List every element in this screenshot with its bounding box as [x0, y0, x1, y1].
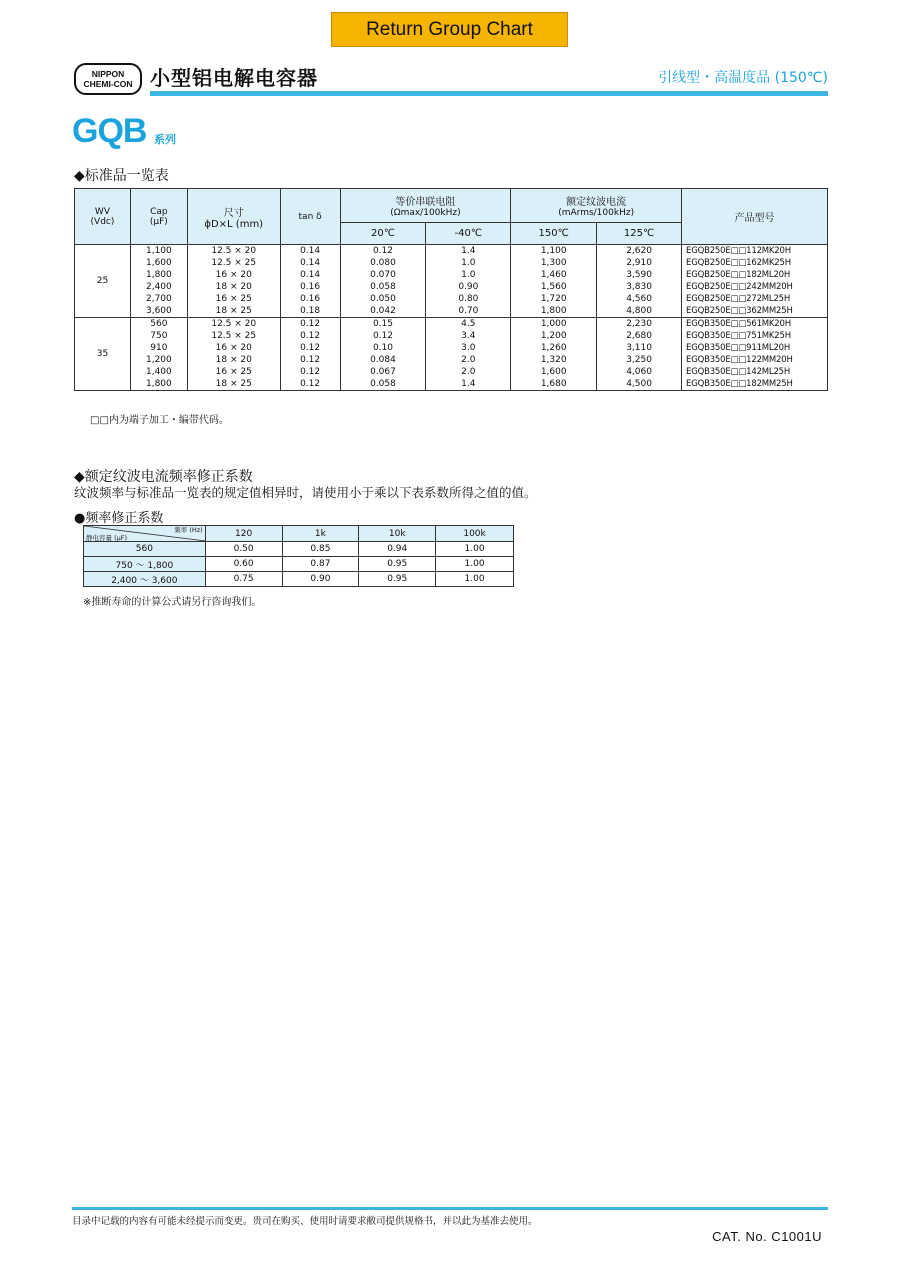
freq-header-cell: 120	[205, 526, 282, 542]
table-row	[75, 293, 828, 305]
part-cell: EGQB350E□□142ML25H	[682, 366, 828, 378]
esrm40-cell: 2.0	[426, 354, 511, 366]
terminal-code-note: □□内为端子加工・编带代码。	[90, 415, 229, 426]
table-row	[84, 572, 514, 587]
tan-cell: 0.14	[280, 269, 340, 281]
factor-cell: 0.75	[205, 572, 282, 587]
r150-cell: 1,680	[511, 378, 597, 391]
esr20-cell: 0.080	[340, 257, 426, 269]
header-ripple: 额定纹波电流 (mArms/100kHz)	[511, 189, 682, 223]
esrm40-cell: 1.0	[426, 257, 511, 269]
page-subtitle: 引线型・高温度品 (150℃)	[658, 70, 828, 86]
size-cell: 16 × 20	[187, 342, 280, 354]
series-suffix: 系列	[154, 133, 176, 146]
tan-cell: 0.16	[280, 293, 340, 305]
factor-cell: 0.87	[282, 557, 359, 572]
return-group-chart-button[interactable]: Return Group Chart	[331, 12, 568, 47]
esrm40-cell: 3.4	[426, 330, 511, 342]
standard-list-title: ◆标准品一览表	[74, 168, 169, 184]
size-cell: 16 × 25	[187, 366, 280, 378]
esrm40-cell: 3.0	[426, 342, 511, 354]
freq-correction-title: ◆额定纹波电流频率修正系数	[74, 469, 253, 485]
tan-cell: 0.12	[280, 378, 340, 391]
size-cell: 18 × 20	[187, 281, 280, 293]
part-cell: EGQB350E□□182MM25H	[682, 378, 828, 391]
freq-header-cell: 1k	[282, 526, 359, 542]
esrm40-cell: 0.80	[426, 293, 511, 305]
r125-cell: 3,830	[597, 281, 682, 293]
r150-cell: 1,320	[511, 354, 597, 366]
esr20-cell: 0.058	[340, 378, 426, 391]
esrm40-cell: 2.0	[426, 366, 511, 378]
r150-cell: 1,100	[511, 245, 597, 258]
factor-cell: 0.95	[359, 572, 436, 587]
series-name: GQB	[72, 112, 147, 150]
cap-cell: 2,700	[130, 293, 187, 305]
catalog-number: CAT. No. C1001U	[712, 1229, 822, 1244]
esr20-cell: 0.12	[340, 245, 426, 258]
logo-line1: NIPPON	[91, 69, 125, 79]
table-row	[75, 366, 828, 378]
factor-cell: 0.95	[359, 557, 436, 572]
esr20-cell: 0.042	[340, 305, 426, 318]
esrm40-cell: 0.90	[426, 281, 511, 293]
r150-cell: 1,260	[511, 342, 597, 354]
r150-cell: 1,600	[511, 366, 597, 378]
part-cell: EGQB350E□□751MK25H	[682, 330, 828, 342]
r125-cell: 4,060	[597, 366, 682, 378]
r125-cell: 2,680	[597, 330, 682, 342]
size-cell: 12.5 × 20	[187, 318, 280, 331]
r125-cell: 2,620	[597, 245, 682, 258]
cap-range-cell: 2,400 〜 3,600	[84, 572, 206, 587]
table-row	[75, 257, 828, 269]
page-title: 小型铝电解电容器	[150, 66, 318, 90]
esr20-cell: 0.12	[340, 330, 426, 342]
factor-cell: 0.60	[205, 557, 282, 572]
part-cell: EGQB250E□□162MK25H	[682, 257, 828, 269]
part-cell: EGQB250E□□272ML25H	[682, 293, 828, 305]
esrm40-cell: 1.4	[426, 245, 511, 258]
r125-cell: 2,230	[597, 318, 682, 331]
cap-cell: 1,800	[130, 269, 187, 281]
factor-cell: 0.90	[282, 572, 359, 587]
wv-cell: 35	[75, 318, 131, 391]
table-row	[75, 281, 828, 293]
header-part-number: 产品型号	[682, 189, 828, 245]
tan-cell: 0.12	[280, 342, 340, 354]
cap-cell: 1,200	[130, 354, 187, 366]
freq-table-corner	[84, 526, 206, 542]
r125-cell: 3,250	[597, 354, 682, 366]
header-esr: 等价串联电阻 (Ωmax/100kHz)	[340, 189, 511, 223]
header-divider	[150, 91, 828, 96]
header-esr-m40c: -40℃	[426, 223, 511, 245]
esr20-cell: 0.067	[340, 366, 426, 378]
table-row	[84, 557, 514, 572]
table-row	[84, 542, 514, 557]
size-cell: 18 × 25	[187, 378, 280, 391]
header-cap: Cap (μF)	[130, 189, 187, 245]
r150-cell: 1,800	[511, 305, 597, 318]
factor-cell: 1.00	[436, 572, 514, 587]
freq-header-cell: 10k	[359, 526, 436, 542]
r150-cell: 1,460	[511, 269, 597, 281]
header-size: 尺寸 ϕD×L (mm)	[187, 189, 280, 245]
freq-header-cell: 100k	[436, 526, 514, 542]
factor-cell: 1.00	[436, 557, 514, 572]
cap-cell: 560	[130, 318, 187, 331]
corner-freq-label: 频率 (Hz)	[174, 526, 203, 534]
r125-cell: 4,800	[597, 305, 682, 318]
table-row	[75, 330, 828, 342]
factor-cell: 1.00	[436, 542, 514, 557]
tan-cell: 0.16	[280, 281, 340, 293]
factor-cell: 0.94	[359, 542, 436, 557]
corner-cap-label: 静电容量 (μF)	[86, 534, 128, 541]
part-cell: EGQB250E□□112MK20H	[682, 245, 828, 258]
size-cell: 12.5 × 25	[187, 330, 280, 342]
size-cell: 18 × 20	[187, 354, 280, 366]
r150-cell: 1,300	[511, 257, 597, 269]
header-esr-20c: 20℃	[340, 223, 426, 245]
r150-cell: 1,560	[511, 281, 597, 293]
header-ripple-150c: 150℃	[511, 223, 597, 245]
table-row	[75, 378, 828, 391]
factor-cell: 0.85	[282, 542, 359, 557]
cap-cell: 3,600	[130, 305, 187, 318]
r125-cell: 3,590	[597, 269, 682, 281]
table-row	[75, 305, 828, 318]
table-row	[75, 354, 828, 366]
cap-cell: 1,100	[130, 245, 187, 258]
table-row	[75, 269, 828, 281]
esr20-cell: 0.10	[340, 342, 426, 354]
r150-cell: 1,720	[511, 293, 597, 305]
freq-factor-subtitle: ●频率修正系数	[74, 511, 164, 526]
tan-cell: 0.14	[280, 245, 340, 258]
factor-cell: 0.50	[205, 542, 282, 557]
tan-cell: 0.12	[280, 366, 340, 378]
size-cell: 16 × 25	[187, 293, 280, 305]
size-cell: 18 × 25	[187, 305, 280, 318]
table-row	[75, 245, 828, 258]
esr20-cell: 0.070	[340, 269, 426, 281]
esrm40-cell: 1.0	[426, 269, 511, 281]
freq-correction-description: 纹波频率与标准品一览表的规定值相异时，请使用小于乘以下表系数所得之值的值。	[74, 485, 537, 500]
size-cell: 12.5 × 20	[187, 245, 280, 258]
header-wv: WV (Vdc)	[75, 189, 131, 245]
tan-cell: 0.12	[280, 330, 340, 342]
tan-cell: 0.12	[280, 354, 340, 366]
header-tan: tan δ	[280, 189, 340, 245]
part-cell: EGQB350E□□122MM20H	[682, 354, 828, 366]
r125-cell: 4,500	[597, 378, 682, 391]
table-row	[75, 318, 828, 331]
cap-range-cell: 560	[84, 542, 206, 557]
esrm40-cell: 4.5	[426, 318, 511, 331]
r125-cell: 3,110	[597, 342, 682, 354]
life-formula-note: ※推断寿命的计算公式请另行咨询我们。	[83, 597, 262, 608]
freq-correction-table	[83, 525, 514, 587]
part-cell: EGQB250E□□242MM20H	[682, 281, 828, 293]
part-cell: EGQB250E□□182ML20H	[682, 269, 828, 281]
size-cell: 12.5 × 25	[187, 257, 280, 269]
logo-line2: CHEMI-CON	[83, 79, 133, 89]
table-row	[75, 342, 828, 354]
cap-range-cell: 750 〜 1,800	[84, 557, 206, 572]
header-ripple-125c: 125℃	[597, 223, 682, 245]
esrm40-cell: 1.4	[426, 378, 511, 391]
footer-divider	[72, 1207, 828, 1210]
tan-cell: 0.12	[280, 318, 340, 331]
cap-cell: 1,800	[130, 378, 187, 391]
esr20-cell: 0.15	[340, 318, 426, 331]
esrm40-cell: 0.70	[426, 305, 511, 318]
wv-cell: 25	[75, 245, 131, 318]
standard-products-table	[74, 188, 828, 391]
r125-cell: 2,910	[597, 257, 682, 269]
tan-cell: 0.14	[280, 257, 340, 269]
cap-cell: 1,400	[130, 366, 187, 378]
footer-note: 目录中记载的内容有可能未经提示而变更。贵司在购买、使用时请要求敝司提供规格书，并以此为基准去使用。	[72, 1216, 538, 1227]
esr20-cell: 0.050	[340, 293, 426, 305]
r125-cell: 4,560	[597, 293, 682, 305]
cap-cell: 750	[130, 330, 187, 342]
part-cell: EGQB350E□□911ML20H	[682, 342, 828, 354]
part-cell: EGQB350E□□561MK20H	[682, 318, 828, 331]
tan-cell: 0.18	[280, 305, 340, 318]
cap-cell: 1,600	[130, 257, 187, 269]
esr20-cell: 0.058	[340, 281, 426, 293]
cap-cell: 2,400	[130, 281, 187, 293]
nippon-chemi-con-logo	[74, 63, 142, 95]
r150-cell: 1,000	[511, 318, 597, 331]
esr20-cell: 0.084	[340, 354, 426, 366]
r150-cell: 1,200	[511, 330, 597, 342]
size-cell: 16 × 20	[187, 269, 280, 281]
part-cell: EGQB250E□□362MM25H	[682, 305, 828, 318]
cap-cell: 910	[130, 342, 187, 354]
